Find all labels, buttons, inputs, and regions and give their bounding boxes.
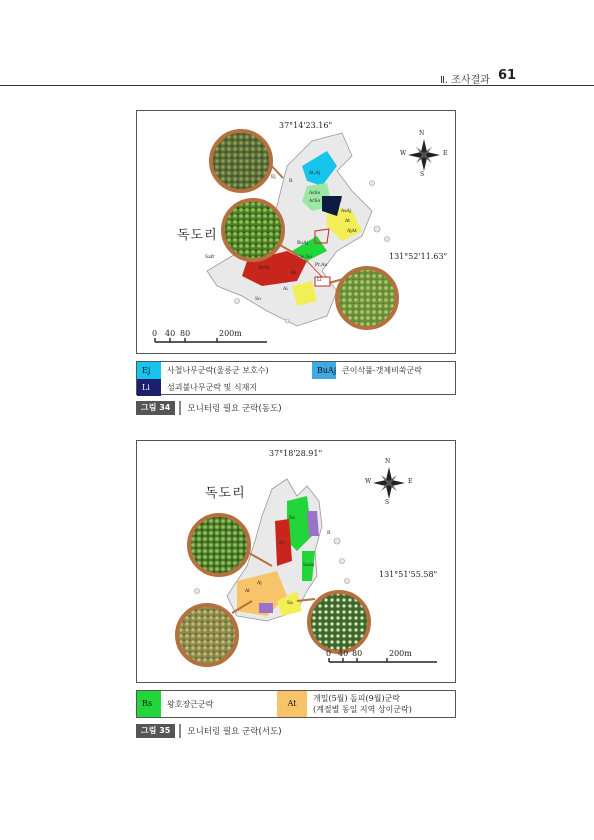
legend-row-li: [137, 379, 257, 396]
caption-divider: [179, 401, 181, 415]
map-label: Ar: [279, 541, 285, 546]
map-label: Sa: [287, 601, 293, 606]
map-label: Rs: [289, 516, 295, 521]
legend-row-buaj: [312, 362, 422, 379]
compass-s: S: [385, 499, 390, 506]
legend-swatch-li: Li: [137, 379, 161, 396]
legend-label-rs: 왕호장근군락: [167, 699, 214, 709]
legend-swatch-rs: Rs: [137, 691, 161, 717]
map-34-island-name: 독도리: [177, 228, 218, 243]
map-label: Rs: [291, 271, 297, 276]
legend-swatch-ej: Ej: [137, 362, 161, 379]
map-label: So: [255, 297, 261, 302]
figure-35-caption: [136, 724, 282, 738]
map-label: Ej: [271, 175, 276, 180]
legend-label-ej: 사철나무군락(울릉군 보호수): [167, 366, 269, 375]
scale-tick-80: 80: [180, 329, 191, 338]
chapter-title: Ⅱ. 조사결과: [440, 75, 490, 86]
map-34-longitude: 131°52'11.63": [389, 252, 448, 261]
map-label: AsAj: [341, 209, 352, 214]
figure-35-tag: 그림 35: [136, 724, 175, 738]
caption-divider: [179, 724, 181, 738]
legend-swatch-at: At: [277, 691, 307, 717]
legend-row-at: [277, 691, 412, 717]
legend-label-at-line2: (계절별 동일 지역 상이군락): [313, 705, 412, 714]
map-label: AjAt: [347, 229, 357, 234]
compass-w: W: [400, 150, 407, 157]
legend-row-ej: [137, 362, 269, 379]
running-header: [0, 66, 594, 86]
map-label: At: [245, 589, 250, 594]
legend-row-rs: [137, 691, 213, 717]
legend-label-li: 섬괴불나무군락 및 식재지: [167, 383, 258, 392]
legend-label-at: [307, 693, 412, 715]
figure-34-legend: [136, 361, 456, 395]
map-label: SaAs: [303, 563, 315, 568]
scale-tick-40: 40: [165, 329, 176, 338]
map-label: At,Aj: [309, 171, 321, 176]
map-label: Pr,Au: [315, 263, 328, 268]
figure-34-tag: 그림 34: [136, 401, 175, 415]
map-35-island-name: 독도리: [205, 486, 246, 501]
compass-w: W: [365, 478, 372, 485]
map-label: At: [345, 219, 350, 224]
compass-s: S: [420, 171, 425, 178]
map-label: Aj: [257, 581, 262, 586]
scale-tick-200m: 200m: [389, 649, 412, 658]
scale-tick-200m: 200m: [219, 329, 242, 338]
header-rule: [0, 85, 594, 86]
compass-e: E: [408, 478, 413, 485]
page-number: 61: [498, 68, 517, 83]
map-35-latitude: 37°18'28.91": [269, 449, 323, 458]
compass-n: N: [419, 130, 425, 137]
legend-label-at-line1: 개밀(5월) 돌피(9월)군락: [313, 694, 401, 703]
legend-swatch-buaj: BuAj: [312, 362, 336, 379]
map-label: Li: [317, 278, 322, 283]
map-label: R: [327, 531, 331, 536]
map-label: As,So: [299, 255, 312, 260]
figure-35-map: [136, 440, 456, 683]
scale-tick-80: 80: [352, 649, 363, 658]
scale-tick-0: 0: [326, 649, 332, 658]
compass-e: E: [443, 150, 448, 157]
scale-tick-40: 40: [338, 649, 349, 658]
figure-34-title: 모니터링 필요 군락(동도): [187, 404, 282, 414]
map-label: BuAj: [297, 241, 308, 246]
legend-label-buaj: 큰이삭풀-갯제비쑥군락: [342, 366, 422, 375]
map-label: As,Aj: [330, 198, 342, 203]
scale-tick-0: 0: [152, 329, 158, 338]
compass-n: N: [385, 458, 391, 465]
figure-34-map: [136, 110, 456, 354]
map-label: ArSo: [309, 199, 321, 204]
map-label: R: [289, 179, 293, 184]
map-label: AsSo: [309, 191, 321, 196]
map-label: BvAj: [259, 266, 270, 271]
map-label: Ai: [283, 287, 288, 292]
map-label: Safr: [205, 255, 215, 260]
map-35-longitude: 131°51'55.58": [379, 570, 438, 579]
figure-34-caption: [136, 401, 282, 415]
figure-35-legend: [136, 690, 456, 718]
figure-35-title: 모니터링 필요 군락(서도): [187, 727, 282, 737]
map-34-latitude: 37°14'23.16": [279, 121, 333, 130]
